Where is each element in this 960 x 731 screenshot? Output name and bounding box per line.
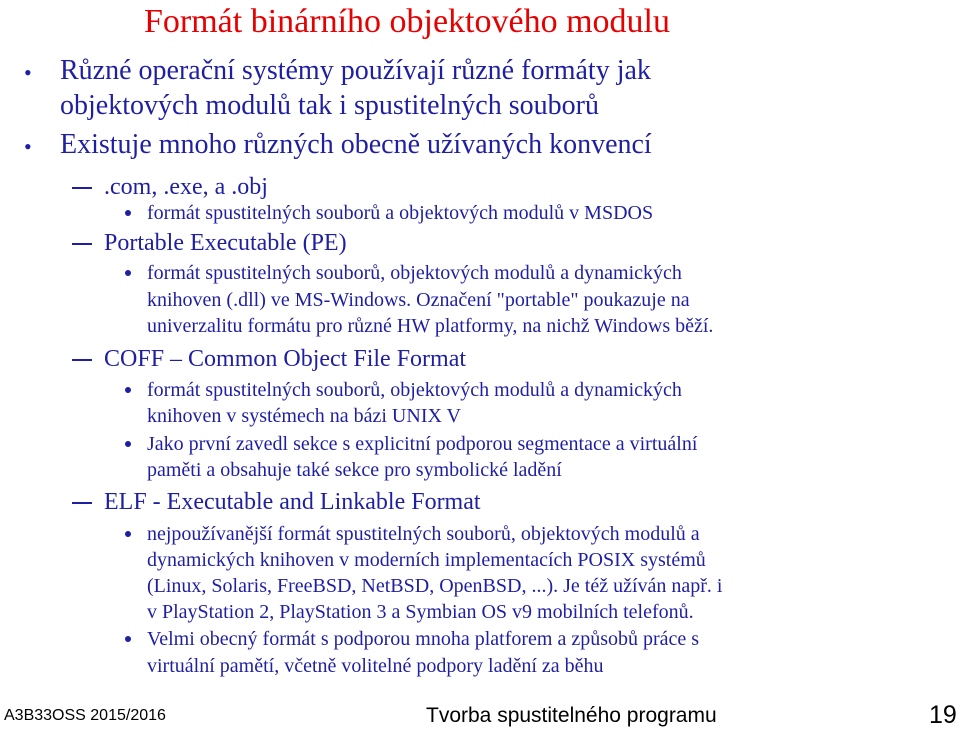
bullet-icon	[125, 531, 131, 537]
dash-icon	[72, 359, 92, 361]
section-heading: ELF - Executable and Linkable Format	[104, 489, 481, 515]
item-text: (Linux, Solaris, FreeBSD, NetBSD, OpenBSD, ...). Je též užíván např. i	[147, 575, 723, 597]
bullet-icon	[125, 387, 131, 393]
bullet-icon: •	[24, 60, 32, 85]
bullet-icon: •	[24, 134, 32, 159]
item-text: v PlayStation 2, PlayStation 3 a Symbian OS v9 mobilních telefonů.	[147, 601, 694, 623]
section-heading: Portable Executable (PE)	[104, 230, 347, 256]
page-number: 19	[929, 701, 957, 729]
bullet-text: Různé operační systémy používají různé formáty jak	[60, 55, 651, 86]
item-text: paměti a obsahuje také sekce pro symbolické ladění	[147, 459, 562, 481]
item-text: nejpoužívanější formát spustitelných souborů, objektových modulů a	[147, 523, 700, 545]
bullet-text: objektových modulů tak i spustitelných souborů	[60, 90, 599, 121]
bullet-icon	[125, 270, 131, 276]
footer-subject: Tvorba spustitelného programu	[426, 704, 717, 727]
item-text: Velmi obecný formát s podporou mnoha platforem a způsobů práce s	[147, 628, 700, 650]
item-text: univerzalitu formátu pro různé HW platformy, na nichž Windows běží.	[147, 315, 714, 337]
section-heading: .com, .exe, a .obj	[104, 174, 268, 200]
bullet-text: Existuje mnoho různých obecně užívaných konvencí	[60, 129, 652, 160]
item-text: Jako první zavedl sekce s explicitní podporou segmentace a virtuální	[147, 433, 698, 455]
dash-icon	[72, 243, 92, 245]
section-heading: COFF – Common Object File Format	[104, 346, 467, 372]
item-text: dynamických knihoven v moderních implementacích POSIX systémů	[147, 549, 706, 571]
slide-title: Formát binárního objektového modulu	[144, 3, 670, 40]
bullet-icon	[125, 441, 131, 447]
item-text: formát spustitelných souborů, objektových modulů a dynamických	[147, 379, 682, 401]
bullet-icon	[125, 636, 131, 642]
dash-icon	[72, 187, 92, 189]
item-text: virtuální pamětí, včetně volitelné podpory ladění za běhu	[147, 655, 604, 677]
item-text: knihoven (.dll) ve MS-Windows. Označení "portable" poukazuje na	[147, 289, 690, 311]
footer-course: A3B33OSS 2015/2016	[4, 707, 166, 724]
dash-icon	[72, 502, 92, 504]
item-text: knihoven v systémech na bázi UNIX V	[147, 405, 462, 427]
bullet-icon	[125, 210, 131, 216]
item-text: formát spustitelných souborů a objektových modulů v MSDOS	[147, 202, 654, 224]
item-text: formát spustitelných souborů, objektových modulů a dynamických	[147, 262, 682, 284]
